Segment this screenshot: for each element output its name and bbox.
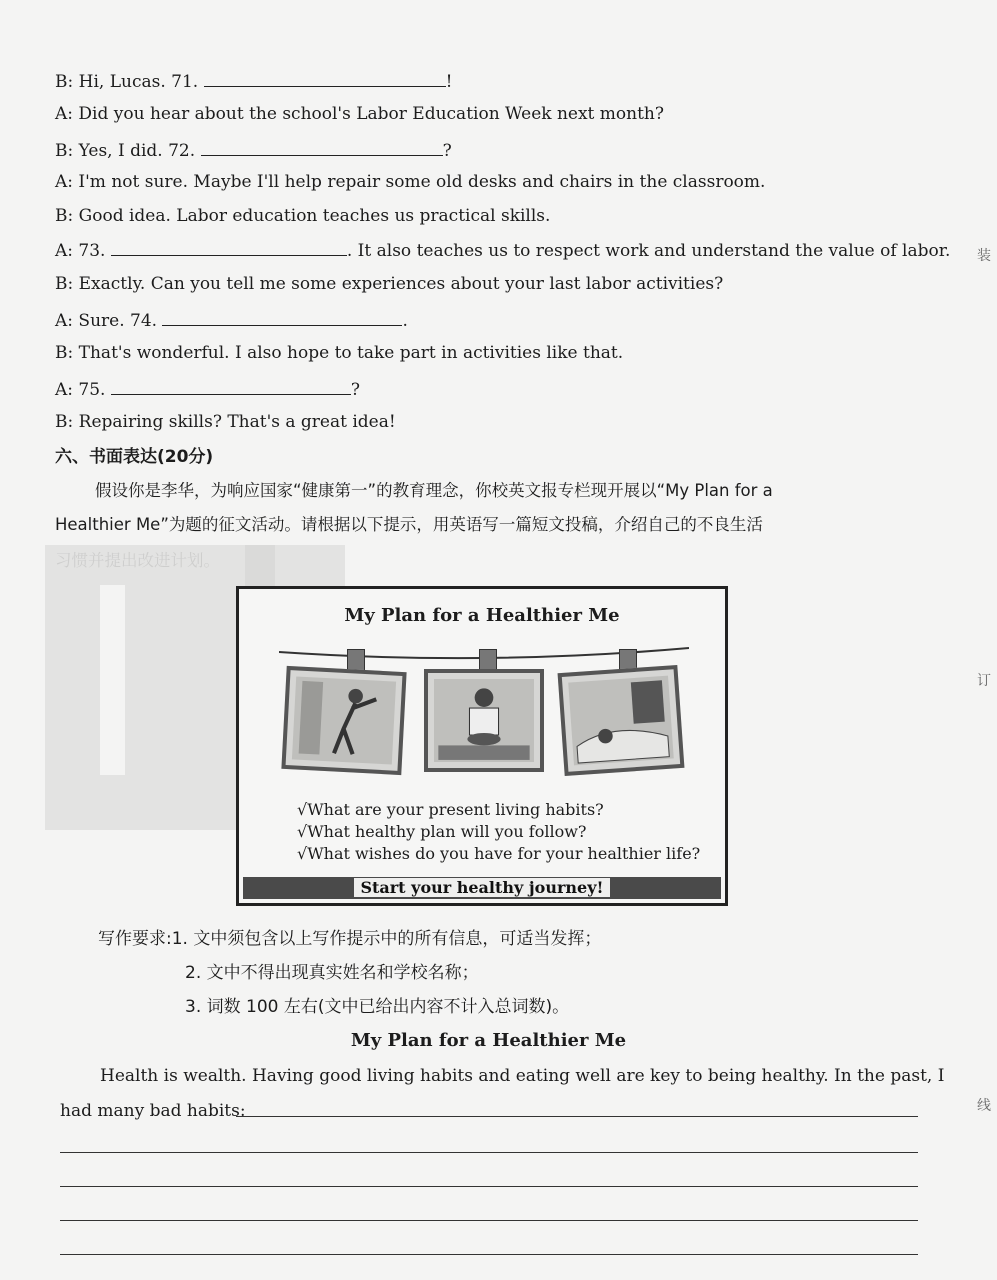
essay-line: had many bad habits: [60,1101,246,1121]
dialogue-line-74: A: Sure. 74. . [55,311,408,331]
checklist-item: √What healthy plan will you follow? [297,822,587,841]
section-heading: 六、书面表达(20分) [55,447,214,467]
cooking-person-icon [434,679,534,762]
essay-title: My Plan for a Healthier Me [350,1030,627,1051]
requirement-item: 2. 文中不得出现真实姓名和学校名称； [185,963,479,983]
prompt-line: 假设你是李华，为响应国家“健康第一”的教育理念，你校英文报专栏现开展以“My Plan for a [95,481,773,500]
dialogue-line: B: Exactly. Can you tell me some experiences about your last labor activities? [55,274,724,294]
checklist [297,799,700,865]
poster-footer: Start your healthy journey! [239,877,725,899]
poster-frame [236,586,728,906]
requirements: 写作要求:1. 文中须包含以上写作提示中的所有信息，可适当发挥； [98,929,602,949]
dialogue-line: A: Did you hear about the school's Labor Education Week next month? [55,104,664,124]
writing-line[interactable] [60,1220,918,1221]
binding-mark: 订 [977,673,991,689]
exercising-person-icon [292,676,396,764]
checklist-item: √What are your present living habits? [297,800,604,819]
dialogue-line: A: I'm not sure. Maybe I'll help repair some old desks and chairs in the classroom. [55,172,766,192]
prompt-line: Healthier Me”为题的征文活动。请根据以下提示，用英语写一篇短文投稿，介绍自己的不良生活 [55,515,763,534]
answer-blank-71[interactable] [204,70,446,87]
dialogue-line-75: A: 75. ? [55,380,360,400]
requirement-item: 3. 词数 100 左右(文中已给出内容不计入总词数)。 [185,997,570,1017]
dialogue-line-72: B: Yes, I did. 72. ? [55,141,452,161]
writing-line[interactable] [60,1186,918,1187]
dialogue-line-71: B: Hi, Lucas. 71. ! [55,72,453,92]
photo-sleeping [558,665,685,776]
writing-line[interactable] [236,1116,918,1117]
answer-blank-73[interactable] [111,239,347,256]
binding-mark: 线 [977,1098,991,1114]
dialogue-line: B: Good idea. Labor education teaches us practical skills. [55,206,551,226]
answer-blank-75[interactable] [111,378,351,395]
writing-line[interactable] [60,1152,918,1153]
writing-line[interactable] [60,1254,918,1255]
answer-blank-72[interactable] [201,139,443,156]
binding-mark: 装 [977,248,991,264]
essay-line: Health is wealth. Having good living habits and eating well are key to being healthy. In the past, I [100,1066,945,1086]
checklist-item: √What wishes do you have for your healthier life? [297,844,701,863]
photo-cooking [424,669,544,772]
photo-exercise [281,666,406,775]
dialogue-line: B: Repairing skills? That's a great idea! [55,412,396,432]
dialogue-line: B: That's wonderful. I also hope to take part in activities like that. [55,343,624,363]
dialogue-line-73: A: 73. . It also teaches us to respect work and understand the value of labor. [55,241,951,261]
sleeping-person-icon [568,676,674,766]
answer-blank-74[interactable] [162,309,402,326]
poster-title: My Plan for a Healthier Me [344,605,620,626]
